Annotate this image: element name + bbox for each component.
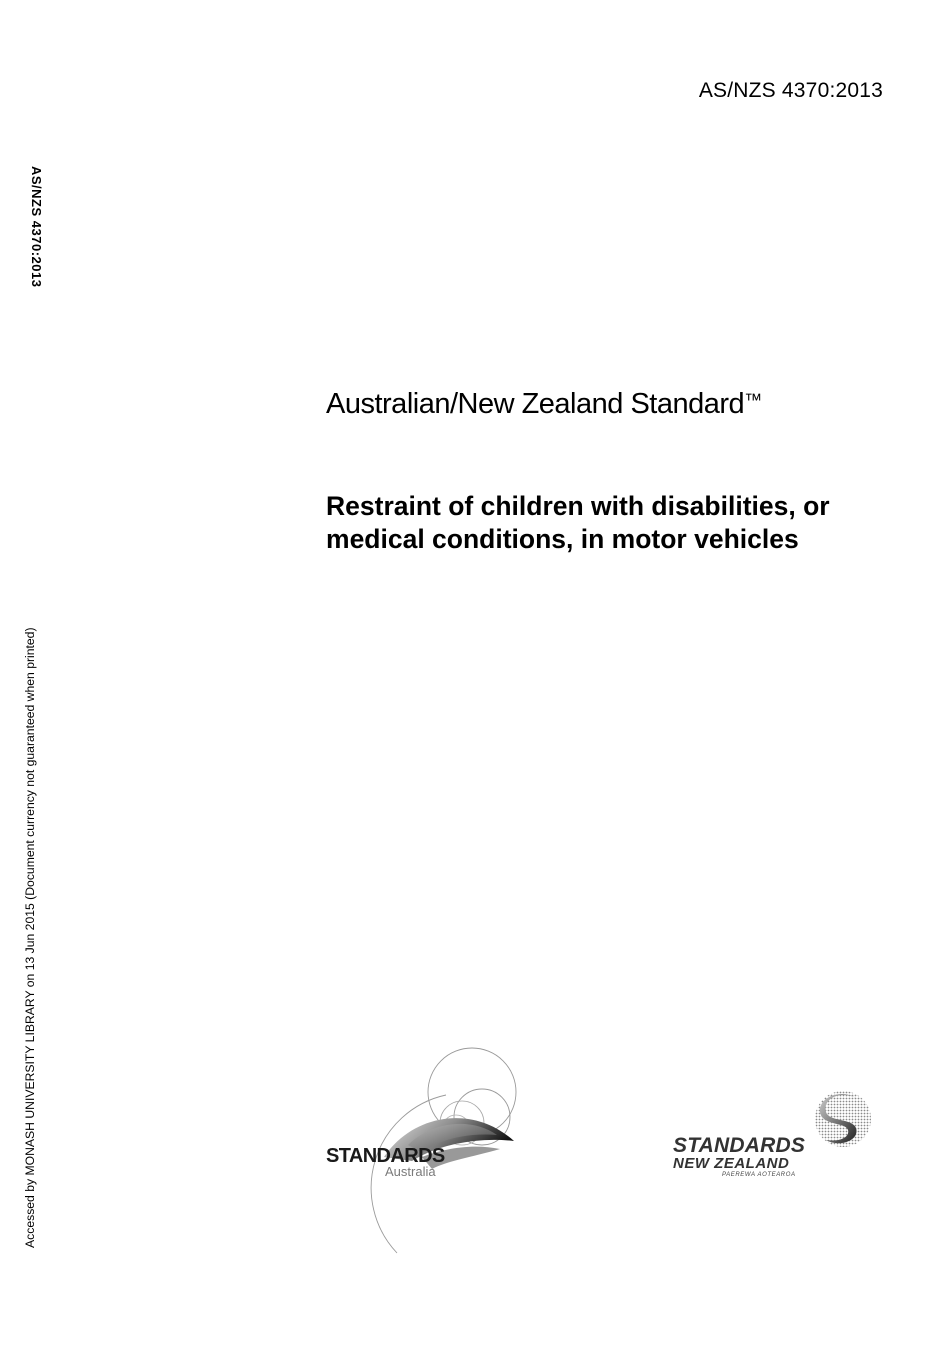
standards-new-zealand-logo-icon [812, 1088, 874, 1150]
standards-nz-subwordmark: NEW ZEALAND [673, 1155, 790, 1172]
main-title-line-1: Restraint of children with disabilities, or [326, 491, 830, 521]
access-watermark-note: Accessed by MONASH UNIVERSITY LIBRARY on 13 Jun 2015 (Document currency not guaranteed when printed) [23, 627, 37, 1248]
standards-australia-subtext: Australia [385, 1164, 436, 1179]
standards-nz-wordmark: STANDARDS [673, 1134, 806, 1157]
main-title-line-2: medical conditions, in motor vehicles [326, 524, 799, 554]
series-title-text: Australian/New Zealand Standard [326, 388, 745, 420]
document-number: AS/NZS 4370:2013 [698, 79, 883, 102]
main-title [326, 490, 906, 556]
trademark-symbol: ™ [744, 390, 762, 410]
spine-document-number: AS/NZS 4370:2013 [29, 166, 44, 288]
standards-nz-maori-name: PAEREWA AOTEAROA [722, 1172, 796, 1178]
standards-australia-wordmark: STANDARDS [326, 1145, 445, 1167]
series-title [326, 388, 762, 421]
